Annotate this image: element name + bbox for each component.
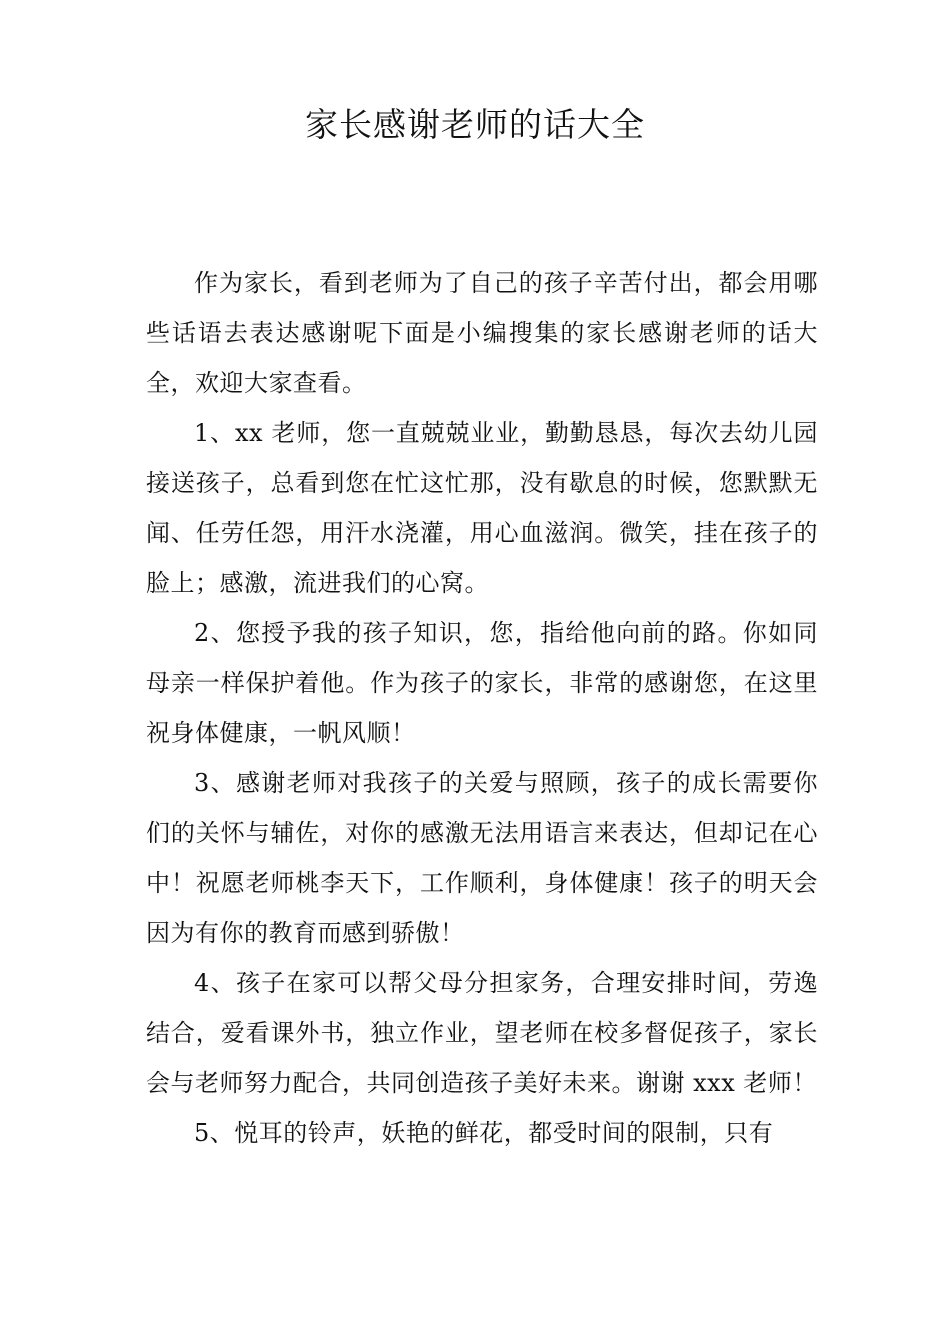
- paragraph-item-5: 5、悦耳的铃声，妖艳的鲜花，都受时间的限制，只有: [194, 1119, 774, 1147]
- paragraph-item-2: 2、您授予我的孩子知识，您，指给他向前的路。你如同母亲一样保护着他。作为孩子的家长，非常的感谢您，在这里祝身体健康，一帆风顺！: [146, 619, 818, 747]
- paragraph-item-3: 3、感谢老师对我孩子的关爱与照顾，孩子的成长需要你们的关怀与辅佐，对你的感激无法用语言来表达，但却记在心中！祝愿老师桃李天下，工作顺利，身体健康！孩子的明天会因为有你的教育而感到骄傲！: [146, 769, 818, 947]
- paragraph-intro: 作为家长，看到老师为了自己的孩子辛苦付出，都会用哪些话语去表达感谢呢下面是小编搜集的家长感谢老师的话大全，欢迎大家查看。: [146, 269, 818, 397]
- paragraph-item-4: 4、孩子在家可以帮父母分担家务，合理安排时间，劳逸结合，爱看课外书，独立作业，望老师在校多督促孩子，家长会与老师努力配合，共同创造孩子美好未来。谢谢 xxx 老师！: [146, 969, 818, 1097]
- document-title: 家长感谢老师的话大全: [305, 105, 645, 144]
- paragraph-item-1: 1、xx 老师，您一直兢兢业业，勤勤恳恳，每次去幼儿园接送孩子，总看到您在忙这忙那，没有歇息的时候，您默默无闻、任劳任怨，用汗水浇灌，用心血滋润。微笑，挂在孩子的脸上；感激，流进我们的心窝。: [146, 419, 818, 597]
- document-body: [146, 258, 818, 1158]
